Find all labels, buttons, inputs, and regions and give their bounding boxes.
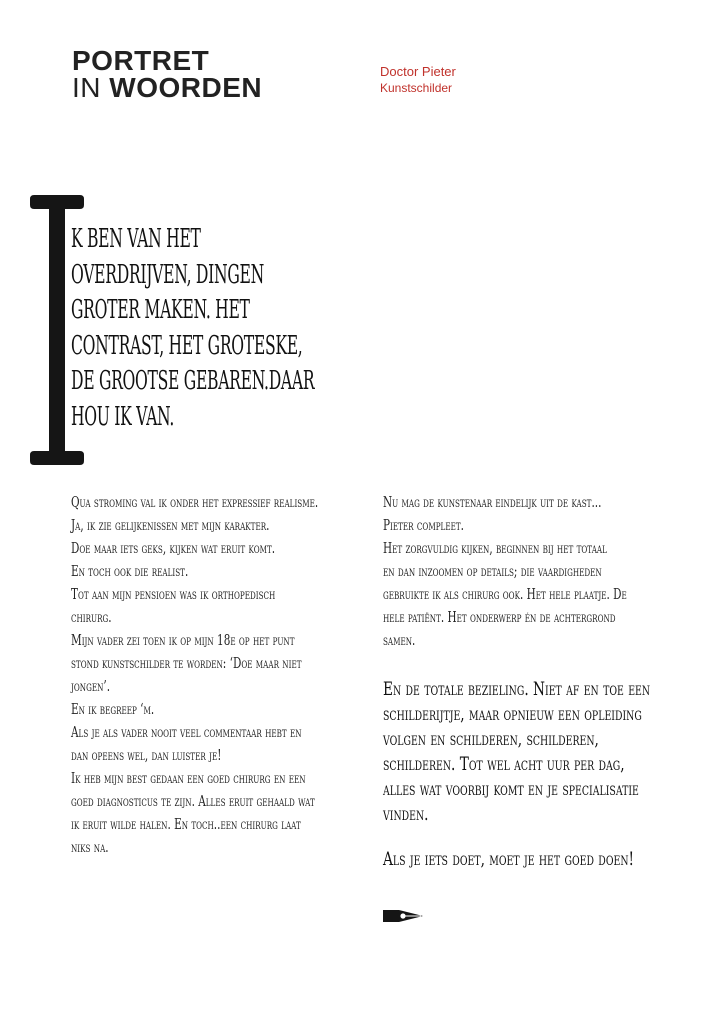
brand-title bbox=[72, 47, 262, 101]
author-role: Kunstschilder bbox=[380, 81, 453, 95]
text-line: Tot aan mijn pensioen was ik orthopedisch bbox=[71, 587, 276, 603]
pull-quote-line: DE GROOTSE GEBAREN.DAAR bbox=[71, 366, 315, 396]
text-line: jongen’. bbox=[71, 679, 111, 695]
pull-quote-line: K BEN VAN HET bbox=[71, 224, 201, 254]
closing-motto: Als je iets doet, moet je het goed doen! bbox=[383, 848, 635, 870]
pull-quote-line: OVERDRIJVEN, DINGEN bbox=[71, 259, 264, 290]
text-line: gebruikte ik als chirurg ook. Het hele plaatje. De bbox=[383, 587, 627, 603]
text-line: samen. bbox=[383, 633, 416, 649]
text-line: en dan inzoomen op details; die vaardigheden bbox=[383, 564, 602, 580]
pull-quote-line: CONTRAST, HET GROTESKE, bbox=[71, 330, 303, 361]
closing-statement bbox=[383, 677, 657, 892]
text-line: Mijn vader zei toen ik op mijn 18e op het punt bbox=[71, 633, 295, 649]
pull-quote-line: HOU IK VAN. bbox=[71, 401, 175, 432]
author-name: Doctor Pieter bbox=[380, 64, 456, 79]
left-text-column bbox=[71, 492, 345, 860]
brand-line-1: PORTRET bbox=[72, 45, 210, 76]
text-line: Nu mag de kunstenaar eindelijk uit de kast... bbox=[383, 495, 602, 511]
author-byline bbox=[380, 64, 456, 96]
text-line: stond kunstschilder te worden: ‘Doe maar niet bbox=[71, 656, 302, 672]
closing-paragraph: En de totale bezieling. Niet af en toe een schilderijtje, maar opnieuw een opleiding volgen en schilderen, schilderen, schilderen. Tot wel acht uur per dag, alles wat voorbij komt en je specialisatie vinden. bbox=[383, 678, 651, 825]
text-line: Doe maar iets geks, kijken wat eruit komt. bbox=[71, 541, 276, 557]
text-line: ik eruit wilde halen. En toch..een chirurg laat bbox=[71, 817, 301, 833]
text-line: Pieter compleet. bbox=[383, 518, 464, 534]
text-line: niks na. bbox=[71, 840, 109, 856]
right-text-column bbox=[383, 492, 657, 653]
text-line: Ik heb mijn best gedaan een goed chirurg en een bbox=[71, 771, 306, 787]
pull-quote bbox=[71, 222, 359, 435]
text-line: En toch ook die realist. bbox=[71, 564, 189, 580]
text-line: Ja, ik zie gelijkenissen met mijn karakter. bbox=[71, 518, 270, 534]
text-line: hele patiënt. Het onderwerp én de achtergrond bbox=[383, 610, 616, 626]
text-line: Als je als vader nooit veel commentaar hebt en bbox=[71, 725, 302, 741]
brand-word-in: IN bbox=[72, 72, 101, 103]
brand-line-2 bbox=[72, 74, 262, 101]
text-line: En ik begreep ‘m. bbox=[71, 702, 155, 718]
text-line: dan opeens wel, dan luister je! bbox=[71, 748, 222, 764]
pull-quote-line: GROTER MAKEN. HET bbox=[71, 295, 250, 325]
text-line: chirurg. bbox=[71, 610, 112, 626]
fountain-pen-nib-icon bbox=[383, 906, 425, 926]
brand-word-woorden: WOORDEN bbox=[109, 72, 263, 103]
text-line: goed diagnosticus te zijn. Alles eruit gehaald wat bbox=[71, 794, 315, 810]
text-line: Het zorgvuldig kijken, beginnen bij het totaal bbox=[383, 541, 607, 557]
text-line: Qua stroming val ik onder het expressief realisme. bbox=[71, 495, 319, 511]
